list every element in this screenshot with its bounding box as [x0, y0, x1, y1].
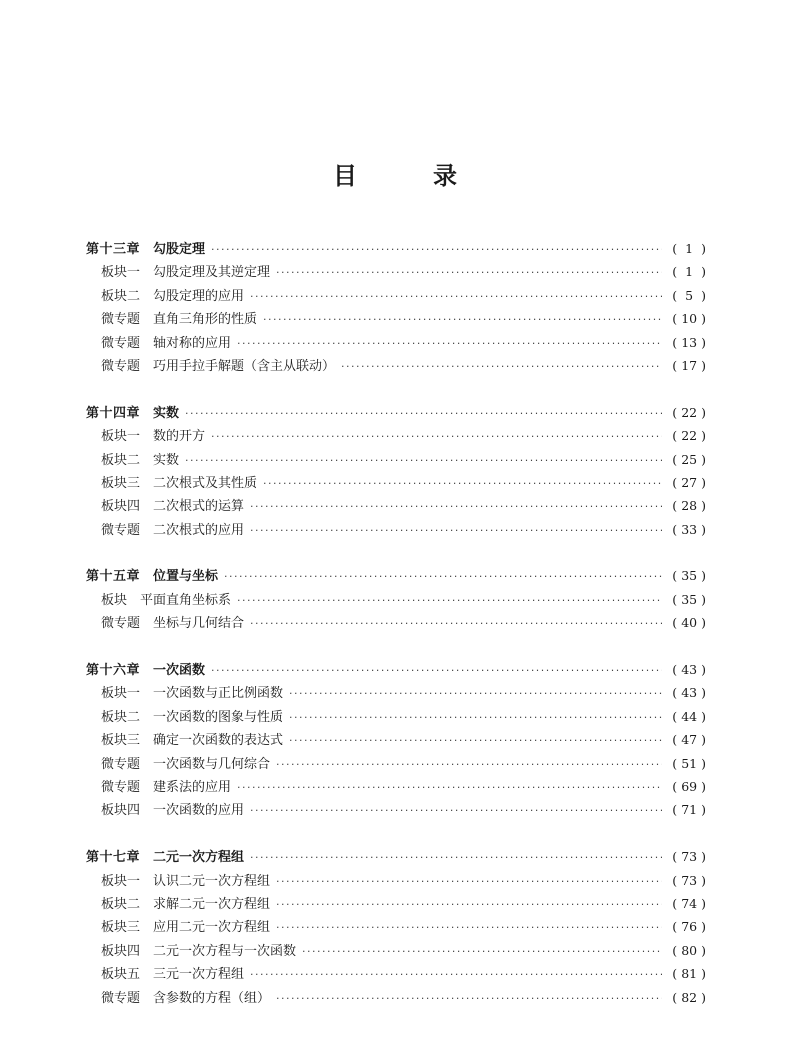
- entry-label: 板块二: [101, 288, 141, 304]
- page-number-value: 80: [681, 942, 698, 958]
- page-number: ( 28 ): [668, 494, 706, 517]
- entry-title: 数的开方: [153, 429, 206, 445]
- entry-label: 板块四: [101, 803, 141, 819]
- dot-leader: [237, 589, 662, 612]
- entry-title: 勾股定理及其逆定理: [153, 265, 271, 281]
- page-title: 目 录: [333, 161, 483, 190]
- entry-label: 板块: [101, 592, 128, 608]
- entry-title: 巧用手拉手解题（含主从联动）: [153, 358, 336, 374]
- toc-entry: [86, 798, 706, 821]
- page-number-value: 43: [681, 662, 698, 678]
- dot-leader: [250, 846, 662, 869]
- entry-title: 建系法的应用: [153, 779, 232, 795]
- page-number: ( 33 ): [668, 518, 706, 541]
- entry-title: 直角三角形的性质: [153, 312, 258, 328]
- entry-label: 板块一: [101, 429, 141, 445]
- entry-label: 板块一: [101, 873, 141, 889]
- dot-leader: [250, 963, 662, 986]
- chapter-heading: [86, 564, 706, 587]
- toc-entry: [86, 448, 706, 471]
- entry-label: 板块二: [101, 896, 141, 912]
- page-number-value: 51: [681, 755, 698, 771]
- entry-title: 确定一次函数的表达式: [153, 733, 284, 749]
- page-number-value: 35: [681, 568, 698, 584]
- chapter-block: [86, 401, 706, 541]
- table-of-contents: [86, 237, 706, 1032]
- page-number: ( 1 ): [668, 237, 706, 260]
- entry-label: 第十六章: [86, 663, 141, 679]
- page-number-value: 35: [681, 591, 698, 607]
- entry-title: 二元一次方程组: [153, 850, 245, 866]
- dot-leader: [250, 519, 662, 542]
- dot-leader: [224, 565, 662, 588]
- page-number-value: 22: [681, 404, 698, 420]
- entry-label: 第十七章: [86, 850, 141, 866]
- page-number: ( 1 ): [668, 260, 706, 283]
- dot-leader: [211, 659, 662, 682]
- dot-leader: [276, 916, 662, 939]
- page-number: ( 22 ): [668, 401, 706, 424]
- page-number-value: 47: [681, 732, 698, 748]
- dot-leader: [211, 238, 662, 261]
- toc-entry: [86, 354, 706, 377]
- page-number-value: 82: [681, 989, 698, 1005]
- page-number: ( 69 ): [668, 775, 706, 798]
- page-number-value: 73: [681, 872, 698, 888]
- dot-leader: [276, 987, 662, 1010]
- toc-entry: [86, 424, 706, 447]
- page-number: ( 51 ): [668, 752, 706, 775]
- entry-label: 第十四章: [86, 405, 141, 421]
- toc-entry: [86, 939, 706, 962]
- dot-leader: [211, 425, 662, 448]
- chapter-block: [86, 845, 706, 1009]
- entry-label: 微专题: [101, 335, 141, 351]
- entry-label: 板块三: [101, 733, 141, 749]
- chapter-heading: [86, 401, 706, 424]
- toc-entry: [86, 611, 706, 634]
- entry-title: 二次根式及其性质: [153, 475, 258, 491]
- page-number-value: 44: [681, 708, 698, 724]
- toc-entry: [86, 775, 706, 798]
- toc-entry: [86, 892, 706, 915]
- page-number: ( 5 ): [668, 284, 706, 307]
- toc-entry: [86, 588, 706, 611]
- page-number: ( 43 ): [668, 658, 706, 681]
- dot-leader: [276, 753, 662, 776]
- chapter-block: [86, 237, 706, 377]
- page-number-value: 5: [685, 287, 694, 303]
- chapter-heading: [86, 845, 706, 868]
- page-number-value: 40: [681, 615, 698, 631]
- entry-label: 板块一: [101, 686, 141, 702]
- entry-label: 板块二: [101, 452, 141, 468]
- toc-entry: [86, 494, 706, 517]
- toc-entry: [86, 986, 706, 1009]
- entry-title: 勾股定理: [153, 242, 206, 257]
- entry-title: 坐标与几何结合: [153, 616, 245, 632]
- toc-entry: [86, 705, 706, 728]
- page-number: ( 43 ): [668, 681, 706, 704]
- toc-entry: [86, 962, 706, 985]
- entry-title: 求解二元一次方程组: [153, 896, 271, 912]
- page-number-value: 33: [681, 521, 698, 537]
- entry-label: 微专题: [101, 616, 141, 632]
- dot-leader: [185, 449, 662, 472]
- page-number-value: 73: [681, 849, 698, 865]
- dot-leader: [263, 472, 662, 495]
- entry-title: 一次函数的图象与性质: [153, 709, 284, 725]
- dot-leader: [276, 893, 662, 916]
- toc-entry: [86, 869, 706, 892]
- page-number: ( 73 ): [668, 869, 706, 892]
- dot-leader: [341, 355, 662, 378]
- page-number-value: 17: [681, 357, 698, 373]
- page-number-value: 1: [685, 241, 694, 256]
- entry-title: 实数: [153, 405, 180, 421]
- page-number-value: 22: [681, 428, 698, 444]
- chapter-heading: [86, 658, 706, 681]
- page-number: ( 47 ): [668, 728, 706, 751]
- entry-label: 微专题: [101, 756, 141, 772]
- dot-leader: [276, 261, 662, 284]
- page-number-value: 43: [681, 685, 698, 701]
- entry-label: 微专题: [101, 358, 141, 374]
- toc-entry: [86, 471, 706, 494]
- entry-title: 平面直角坐标系: [140, 592, 232, 608]
- dot-leader: [250, 612, 662, 635]
- toc-entry: [86, 518, 706, 541]
- entry-title: 含参数的方程（组）: [153, 990, 271, 1006]
- toc-entry: [86, 284, 706, 307]
- page-number: ( 71 ): [668, 798, 706, 821]
- page-number-value: 69: [681, 778, 698, 794]
- dot-leader: [302, 940, 662, 963]
- page-number-value: 10: [681, 311, 698, 327]
- dot-leader: [250, 285, 662, 308]
- entry-title: 三元一次方程组: [153, 967, 245, 983]
- dot-leader: [250, 495, 662, 518]
- entry-title: 位置与坐标: [153, 569, 219, 585]
- dot-leader: [250, 799, 662, 822]
- entry-label: 板块四: [101, 943, 141, 959]
- entry-label: 板块二: [101, 709, 141, 725]
- entry-title: 一次函数与几何综合: [153, 756, 271, 772]
- page-number: ( 74 ): [668, 892, 706, 915]
- entry-title: 一次函数的应用: [153, 803, 245, 819]
- entry-label: 微专题: [101, 990, 141, 1006]
- page-number-value: 76: [681, 919, 698, 935]
- page-number-value: 27: [681, 474, 698, 490]
- entry-label: 板块三: [101, 920, 141, 936]
- page-number: ( 76 ): [668, 915, 706, 938]
- entry-title: 轴对称的应用: [153, 335, 232, 351]
- toc-entry: [86, 752, 706, 775]
- page-number: ( 22 ): [668, 424, 706, 447]
- dot-leader: [237, 332, 662, 355]
- page-number-value: 1: [685, 264, 694, 280]
- entry-title: 认识二元一次方程组: [153, 873, 271, 889]
- page-number-value: 13: [681, 334, 698, 350]
- entry-label: 微专题: [101, 779, 141, 795]
- page-number-value: 28: [681, 498, 698, 514]
- page-number: ( 81 ): [668, 962, 706, 985]
- entry-label: 第十三章: [86, 242, 141, 257]
- dot-leader: [185, 402, 662, 425]
- page-number-value: 71: [681, 802, 698, 818]
- entry-label: 板块五: [101, 967, 141, 983]
- entry-title: 勾股定理的应用: [153, 288, 245, 304]
- chapter-block: [86, 658, 706, 822]
- page-number: ( 35 ): [668, 588, 706, 611]
- toc-entry: [86, 728, 706, 751]
- page-number: ( 80 ): [668, 939, 706, 962]
- page-number: ( 35 ): [668, 564, 706, 587]
- dot-leader: [289, 706, 662, 729]
- page-number-value: 74: [681, 895, 698, 911]
- entry-title: 二次根式的应用: [153, 522, 245, 538]
- entry-label: 微专题: [101, 522, 141, 538]
- page-number: ( 44 ): [668, 705, 706, 728]
- page-number: ( 10 ): [668, 307, 706, 330]
- dot-leader: [289, 682, 662, 705]
- dot-leader: [276, 870, 662, 893]
- dot-leader: [289, 729, 662, 752]
- entry-title: 一次函数: [153, 663, 206, 679]
- entry-label: 微专题: [101, 312, 141, 328]
- entry-label: 板块一: [101, 265, 141, 281]
- entry-label: 板块四: [101, 499, 141, 515]
- entry-title: 二次根式的运算: [153, 499, 245, 515]
- page-number-value: 25: [681, 451, 698, 467]
- entry-title: 应用二元一次方程组: [153, 920, 271, 936]
- page-number: ( 27 ): [668, 471, 706, 494]
- chapter-heading: [86, 237, 706, 260]
- page-number: ( 82 ): [668, 986, 706, 1009]
- dot-leader: [237, 776, 662, 799]
- page-number: ( 25 ): [668, 448, 706, 471]
- toc-entry: [86, 307, 706, 330]
- toc-entry: [86, 331, 706, 354]
- page-number: ( 13 ): [668, 331, 706, 354]
- page-number: ( 73 ): [668, 845, 706, 868]
- entry-label: 第十五章: [86, 569, 141, 585]
- page-number: ( 17 ): [668, 354, 706, 377]
- toc-entry: [86, 260, 706, 283]
- entry-title: 二元一次方程与一次函数: [153, 943, 297, 959]
- toc-entry: [86, 915, 706, 938]
- entry-label: 板块三: [101, 475, 141, 491]
- toc-entry: [86, 681, 706, 704]
- page-number-value: 81: [681, 966, 698, 982]
- entry-title: 实数: [153, 452, 180, 468]
- chapter-block: [86, 564, 706, 634]
- page-number: ( 40 ): [668, 611, 706, 634]
- dot-leader: [263, 308, 662, 331]
- entry-title: 一次函数与正比例函数: [153, 686, 284, 702]
